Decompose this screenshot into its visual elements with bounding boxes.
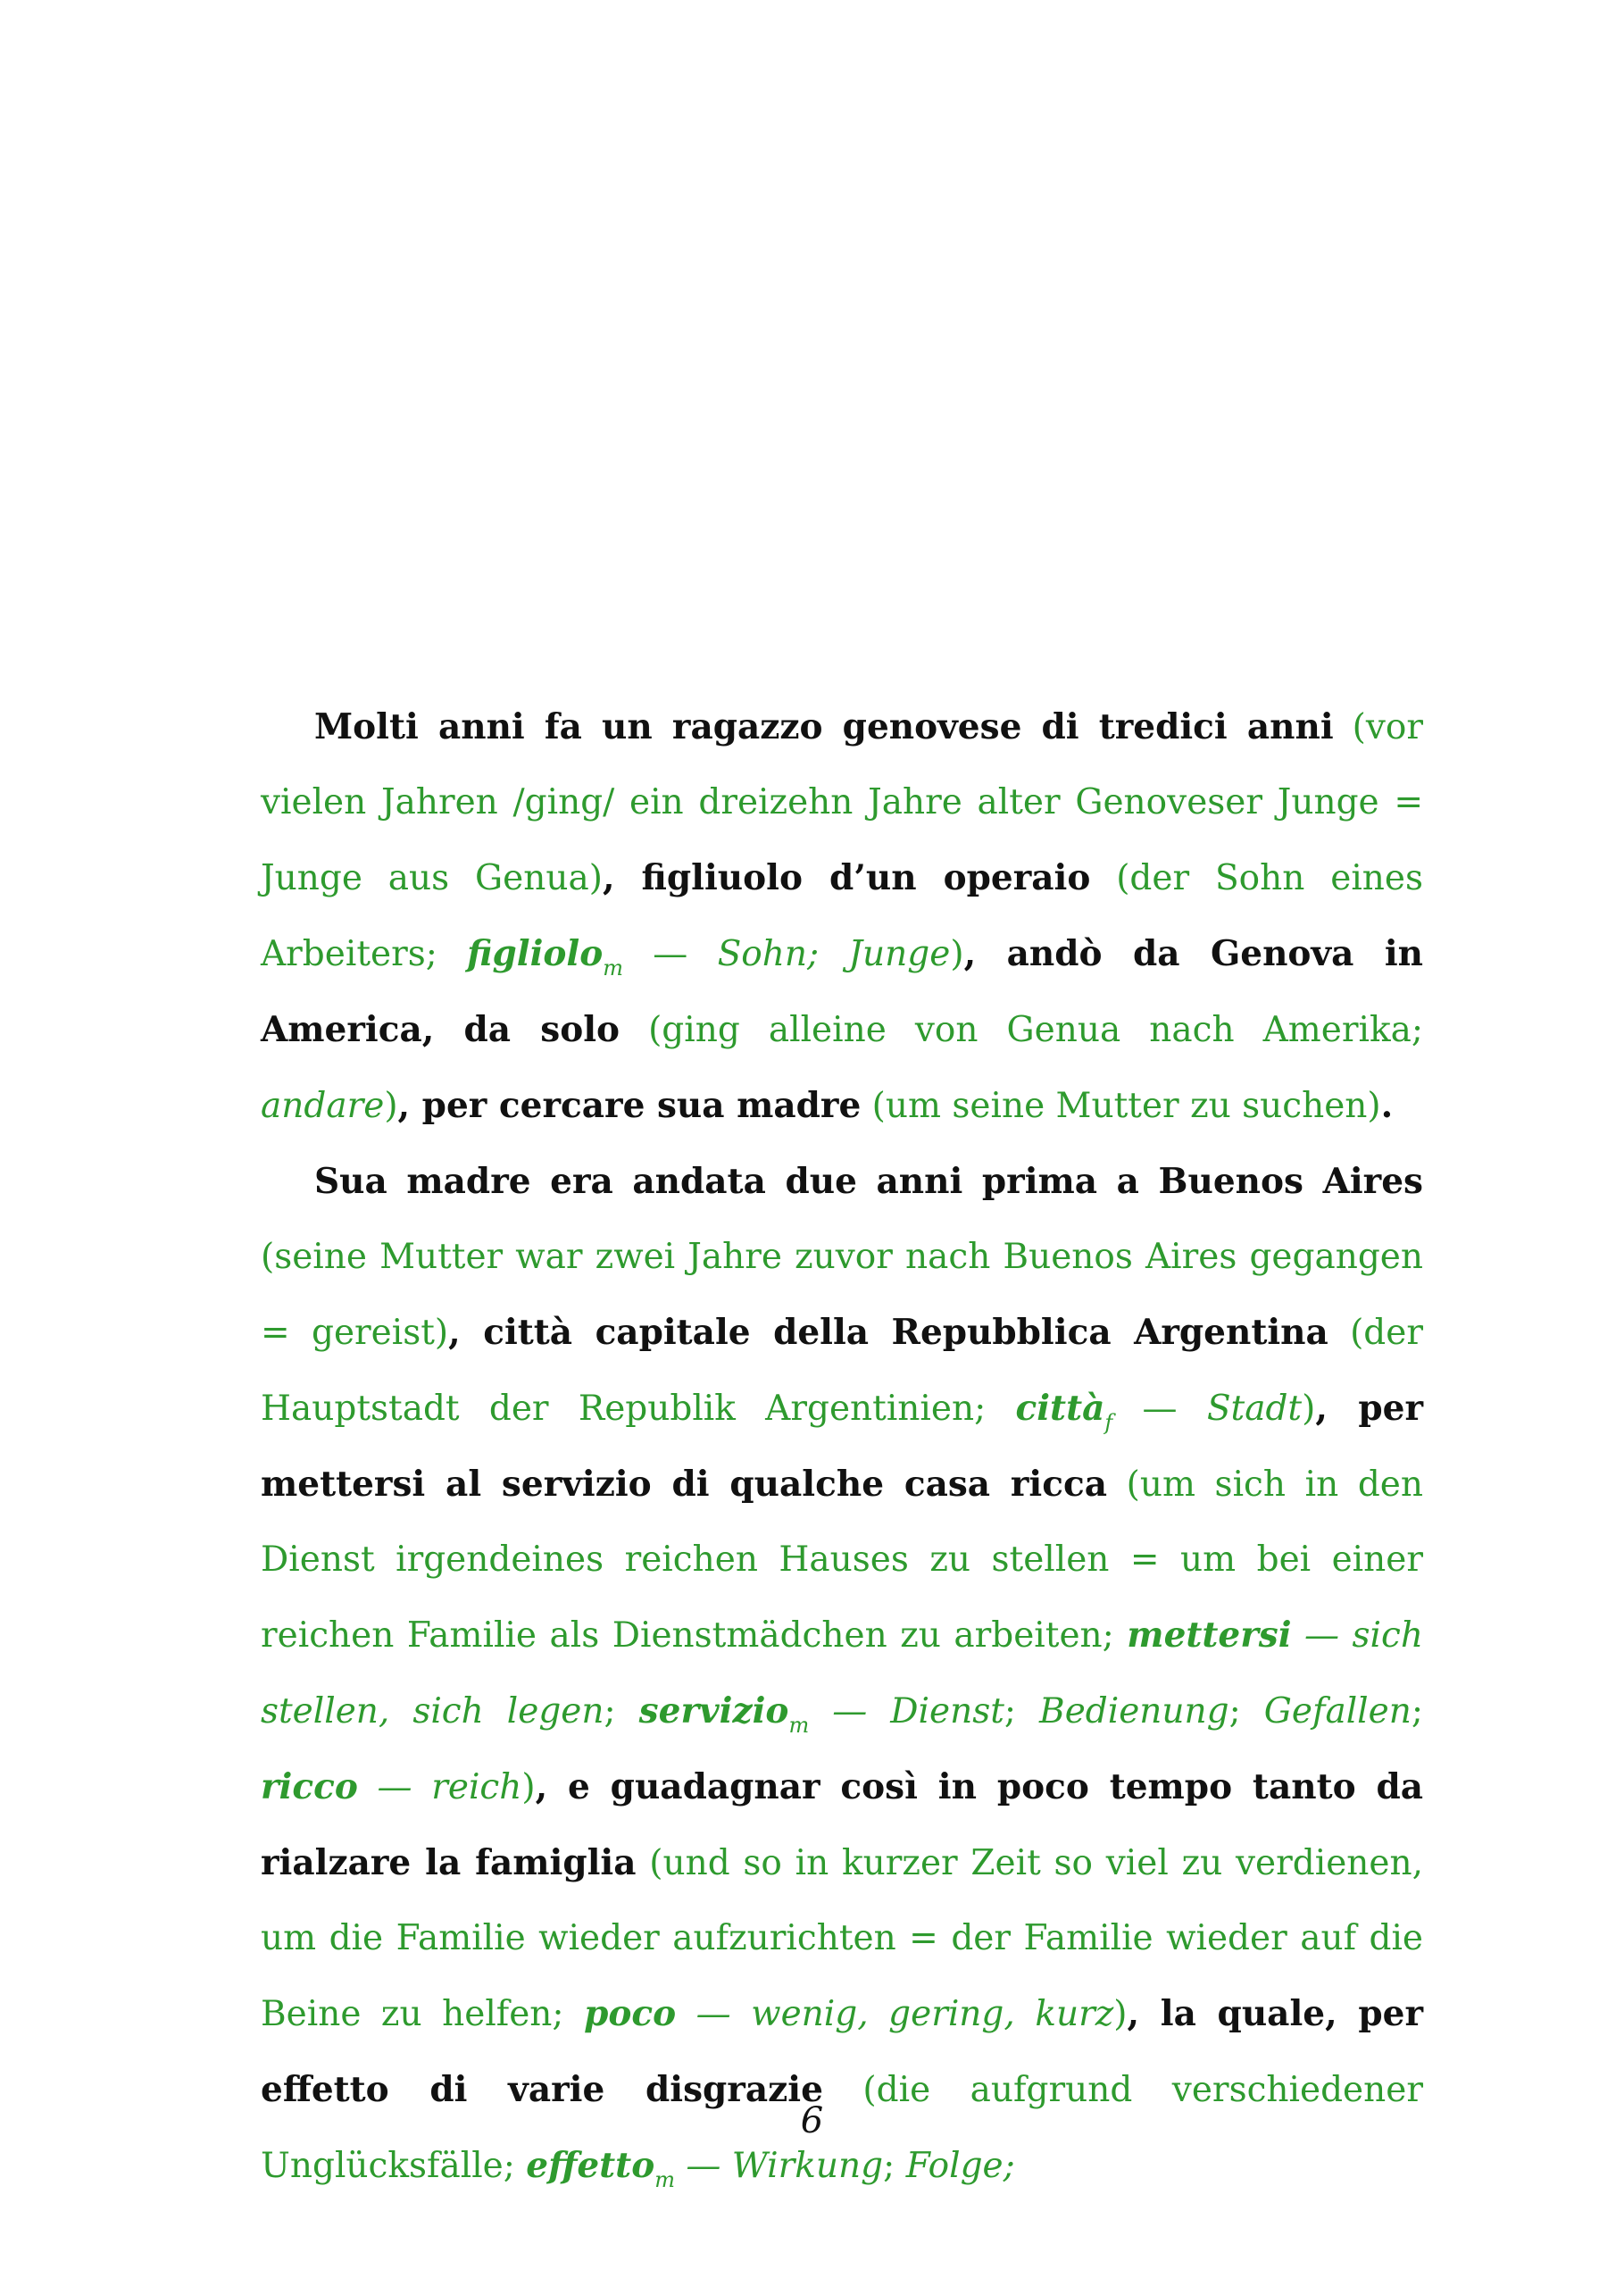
german-gloss: Stadt — [1206, 1389, 1303, 1429]
german-gloss: (vor vielen Jahren /ging/ ein dreizehn Jahre alter Genoveser Junge = Junge aus Genua) — [261, 707, 1423, 898]
german-gloss: ; — [604, 1691, 639, 1731]
italian-text: , per cercare sua madre — [397, 1085, 862, 1126]
german-gloss: — — [1112, 1389, 1207, 1429]
german-gloss: — — [623, 934, 718, 974]
german-gloss: — wenig, gering, kurz — [676, 1994, 1114, 2034]
german-gloss: mettersi — [1127, 1615, 1292, 1656]
italian-text: , città capitale della Repubblica Argentina — [448, 1312, 1328, 1353]
german-gloss: — Wirkung — [674, 2146, 884, 2186]
italian-text: , la quale, per effetto di varie disgrazie — [261, 1993, 1423, 2110]
german-gloss: (und so in kurzer Zeit so viel zu verdienen, um die Familie wieder aufzurichten = der Familie wieder auf die Beine zu helfen; — [261, 1843, 1423, 2034]
paragraph — [261, 689, 1423, 1144]
italian-text: Molti anni fa un ragazzo genovese di tredici anni — [314, 706, 1334, 747]
italian-text: , per mettersi al servizio di qualche casa ricca — [261, 1388, 1423, 1505]
german-gloss: andare — [261, 1086, 385, 1126]
german-gloss: (die aufgrund verschiedener Unglücksfälle; — [261, 2070, 1423, 2186]
german-gloss: — sich stellen, sich legen — [261, 1615, 1423, 1731]
german-gloss: poco — [584, 1993, 677, 2034]
italian-text: . — [1380, 1085, 1394, 1126]
german-gloss: ) — [1302, 1389, 1316, 1429]
german-gloss: città — [1015, 1388, 1105, 1429]
german-gloss: Folge; — [905, 2146, 1015, 2186]
german-gloss: ) — [950, 934, 964, 974]
german-gloss: — Dienst — [809, 1691, 1004, 1731]
german-gloss: ; — [1004, 1691, 1040, 1731]
german-gloss: Gefallen — [1263, 1691, 1412, 1731]
german-gloss: effetto — [526, 2145, 655, 2186]
italian-text: , e guadagnar così in poco tempo tanto da rialzare la famiglia — [261, 1766, 1423, 1883]
german-gloss: ricco — [261, 1766, 358, 1807]
italian-text: , figliuolo d’un operaio — [602, 857, 1091, 898]
german-gloss: Sohn; Junge — [717, 934, 951, 974]
german-gloss: (seine Mutter war zwei Jahre zuvor nach Buenos Aires gegangen = gereist) — [261, 1237, 1423, 1353]
german-gloss: ; — [1228, 1691, 1264, 1731]
german-gloss: ) — [1113, 1994, 1128, 2034]
german-gloss: ; — [1411, 1691, 1423, 1731]
german-gloss: ; — [883, 2146, 906, 2186]
page-number: 6 — [800, 2100, 824, 2141]
german-gloss: (ging alleine von Genua nach Amerika; — [620, 1010, 1423, 1050]
gender-marker: m — [788, 1713, 810, 1738]
german-gloss: (um sich in den Dienst irgendeines reichen Hauses zu stellen = um bei einer reichen Familie als Dienstmädchen zu arbeiten; — [261, 1464, 1424, 1656]
german-gloss: ) — [521, 1767, 536, 1807]
paragraph — [261, 1144, 1423, 2204]
gender-marker: f — [1104, 1410, 1113, 1435]
german-gloss: — reich — [357, 1767, 522, 1807]
gender-marker: m — [654, 2167, 675, 2192]
german-gloss: servizio — [638, 1690, 789, 1731]
german-gloss: figliolo — [467, 933, 604, 974]
gender-marker: m — [603, 955, 624, 980]
german-gloss: (der Hauptstadt der Republik Argentinien; — [261, 1313, 1423, 1429]
main-text-block — [261, 689, 1423, 2204]
german-gloss: Bedienung — [1039, 1691, 1229, 1731]
german-gloss: (um seine Mutter zu suchen) — [861, 1086, 1381, 1126]
german-gloss: (der Sohn eines Arbeiters; — [261, 858, 1424, 974]
italian-text: Sua madre era andata due anni prima a Buenos Aires — [314, 1161, 1423, 1202]
italian-text: , andò da Genova in America, da solo — [261, 933, 1423, 1050]
german-gloss: ) — [384, 1086, 398, 1126]
